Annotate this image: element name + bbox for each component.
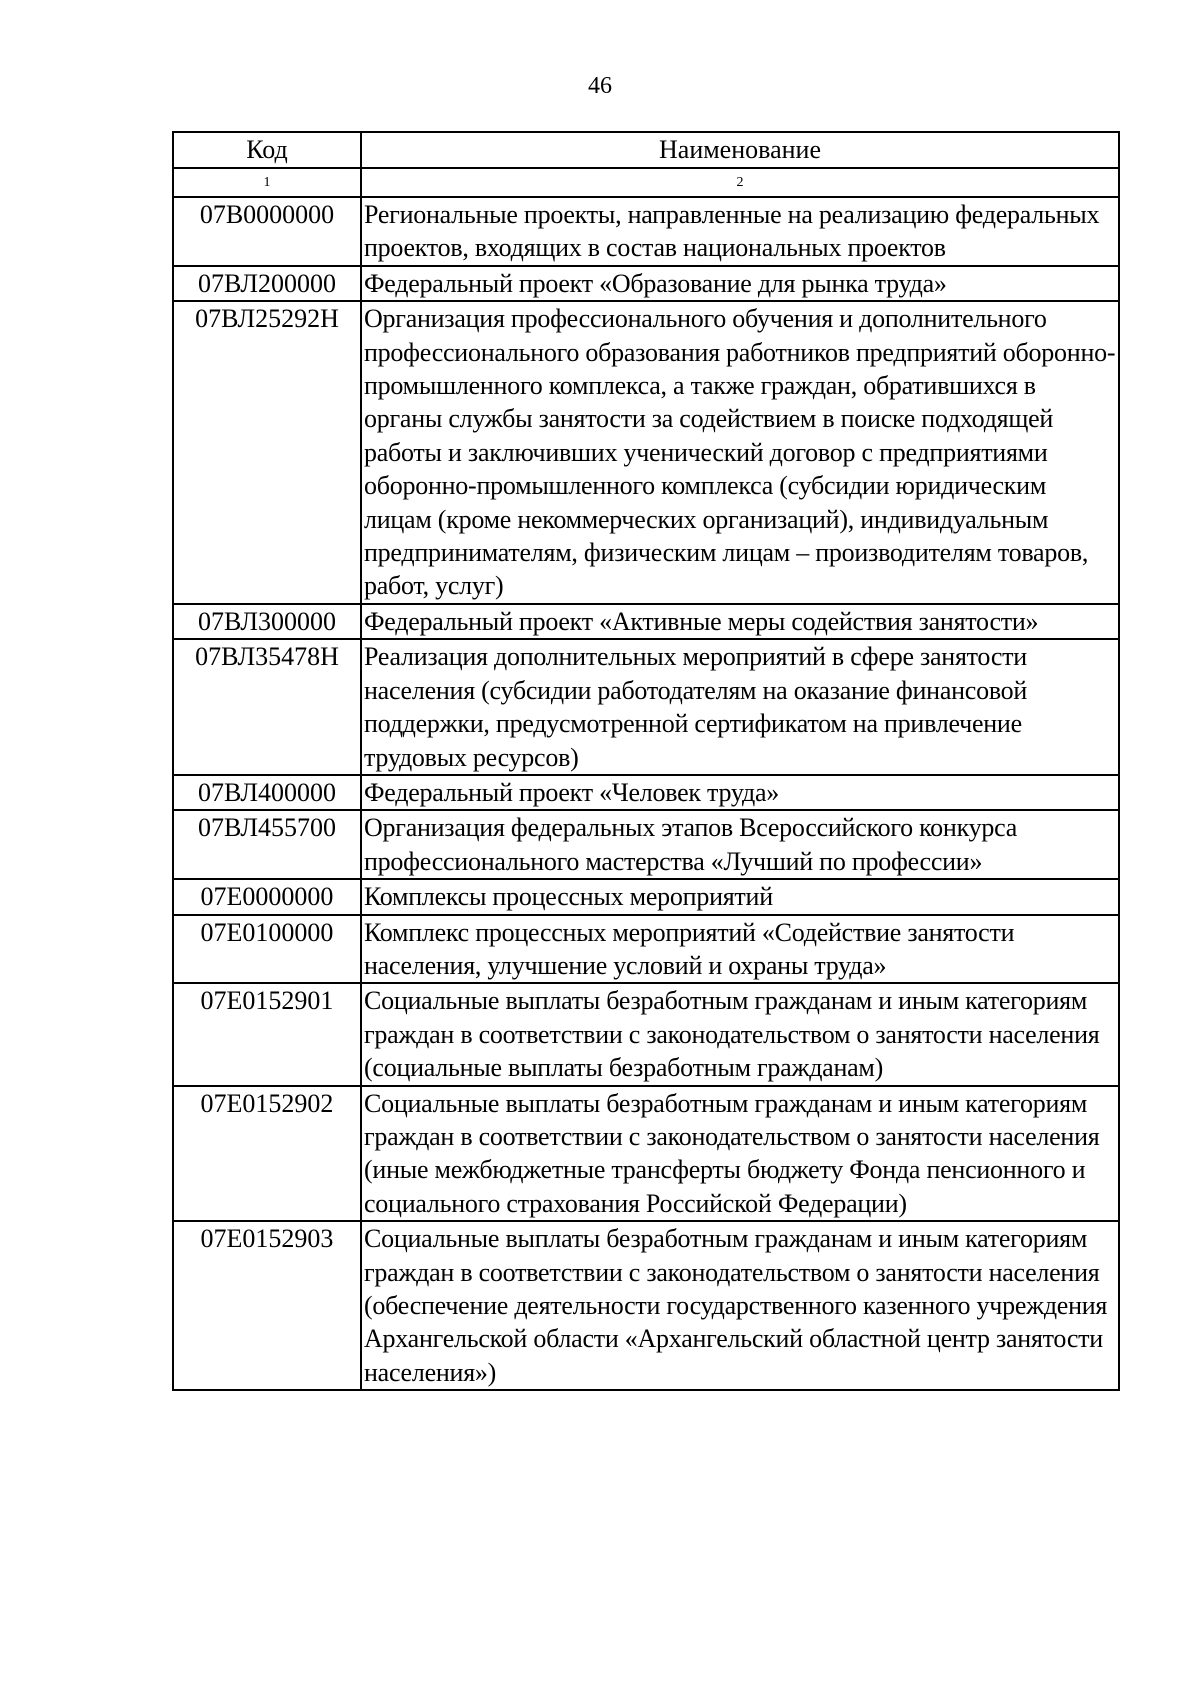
row-code: 07ВЛ200000 <box>173 266 361 301</box>
row-name: Организация федеральных этапов Всероссийского конкурса профессионального мастерства «Лучший по профессии» <box>361 810 1119 879</box>
budget-classification-table <box>172 131 1120 1391</box>
row-name: Социальные выплаты безработным гражданам и иным категориям граждан в соответствии с законодательством о занятости населения (обеспечение деятельности государственного казенного учреждения Архангельской области «Архангельский областной центр занятости населения») <box>361 1221 1119 1390</box>
row-code: 07ВЛ455700 <box>173 810 361 879</box>
row-name: Региональные проекты, направленные на реализацию федеральных проектов, входящих в состав национальных проектов <box>361 197 1119 266</box>
row-name: Социальные выплаты безработным гражданам и иным категориям граждан в соответствии с законодательством о занятости населения (иные межбюджетные трансферты бюджету Фонда пенсионного и социального страхования Российской Федерации) <box>361 1086 1119 1222</box>
row-code: 07ВЛ25292Н <box>173 301 361 604</box>
row-code: 07Е0152903 <box>173 1221 361 1390</box>
column-number-name: 2 <box>361 168 1119 197</box>
header-name: Наименование <box>361 132 1119 168</box>
row-code: 07ВЛ35478Н <box>173 639 361 775</box>
row-name: Организация профессионального обучения и дополнительного профессионального образования работников предприятий оборонно-промышленного комплекса, а также граждан, обратившихся в органы службы занятости за содействием в поиске подходящей работы и заключивших ученический договор с предприятиями оборонно-промышленного комплекса (субсидии юридическим лицам (кроме некоммерческих организаций), индивидуальным предпринимателям, физическим лицам – производителям товаров, работ, услуг) <box>361 301 1119 604</box>
table-row <box>173 879 1119 914</box>
row-name: Федеральный проект «Образование для рынка труда» <box>361 266 1119 301</box>
page-number: 46 <box>588 73 612 99</box>
table-row <box>173 301 1119 604</box>
table-row <box>173 915 1119 984</box>
column-number-row <box>173 168 1119 197</box>
row-name: Социальные выплаты безработным гражданам и иным категориям граждан в соответствии с законодательством о занятости населения (социальные выплаты безработным гражданам) <box>361 983 1119 1085</box>
table-row <box>173 197 1119 266</box>
table-row <box>173 639 1119 775</box>
row-code: 07ВЛ300000 <box>173 604 361 639</box>
table-row <box>173 1086 1119 1222</box>
row-code: 07Е0100000 <box>173 915 361 984</box>
table-row <box>173 983 1119 1085</box>
row-name: Федеральный проект «Человек труда» <box>361 775 1119 810</box>
table-header-row <box>173 132 1119 168</box>
row-code: 07Е0152902 <box>173 1086 361 1222</box>
row-code: 07Е0152901 <box>173 983 361 1085</box>
row-code: 07В0000000 <box>173 197 361 266</box>
row-code: 07Е0000000 <box>173 879 361 914</box>
table-row <box>173 1221 1119 1390</box>
header-code: Код <box>173 132 361 168</box>
row-name: Комплекс процессных мероприятий «Содействие занятости населения, улучшение условий и охраны труда» <box>361 915 1119 984</box>
row-code: 07ВЛ400000 <box>173 775 361 810</box>
table-row <box>173 775 1119 810</box>
row-name: Комплексы процессных мероприятий <box>361 879 1119 914</box>
row-name: Федеральный проект «Активные меры содействия занятости» <box>361 604 1119 639</box>
table-row <box>173 604 1119 639</box>
row-name: Реализация дополнительных мероприятий в сфере занятости населения (субсидии работодателям на оказание финансовой поддержки, предусмотренной сертификатом на привлечение трудовых ресурсов) <box>361 639 1119 775</box>
column-number-code: 1 <box>173 168 361 197</box>
table-row <box>173 810 1119 879</box>
table-row <box>173 266 1119 301</box>
